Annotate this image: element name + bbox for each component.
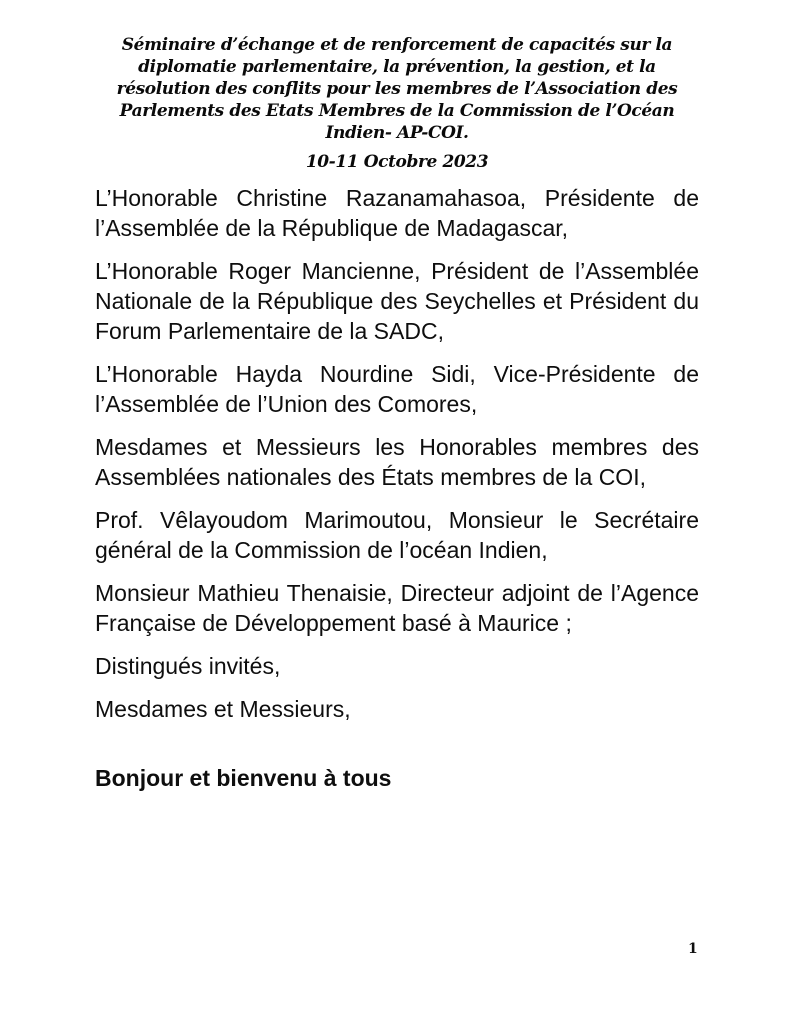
body-paragraph: Distingués invités, (95, 653, 281, 679)
seminar-date: 10-11 Octobre 2023 (305, 152, 489, 172)
seminar-title: Séminaire d’échange et de renforcement de capacités sur la diplomatie parlementaire, la prévention, la gestion, et la résolution des conflits pour les membres de l’Association des Parlements des Etats Membres de la Commission de l’Océan Indien- AP-COI. (116, 35, 678, 143)
body-paragraph: L’Honorable Roger Mancienne, Président de l’Assemblée Nationale de la République des Seychelles et Président du Forum Parlementaire de la SADC, (95, 258, 699, 344)
page-content (95, 34, 699, 793)
body-paragraph: Mesdames et Messieurs, (95, 696, 351, 722)
body-paragraph: Prof. Vêlayoudom Marimoutou, Monsieur le Secrétaire général de la Commission de l’océan Indien, (95, 507, 699, 563)
closing-greeting: Bonjour et bienvenu à tous (95, 765, 392, 791)
document-body (95, 183, 699, 793)
body-paragraph: L’Honorable Christine Razanamahasoa, Présidente de l’Assemblée de la République de Madagascar, (95, 185, 699, 241)
body-paragraph: L’Honorable Hayda Nourdine Sidi, Vice-Présidente de l’Assemblée de l’Union des Comores, (95, 361, 699, 417)
document-header (95, 34, 699, 173)
page-number: 1 (688, 941, 698, 957)
body-paragraph: Mesdames et Messieurs les Honorables membres des Assemblées nationales des États membres de la COI, (95, 434, 699, 490)
body-paragraph: Monsieur Mathieu Thenaisie, Directeur adjoint de l’Agence Française de Développement basé à Maurice ; (95, 580, 699, 636)
